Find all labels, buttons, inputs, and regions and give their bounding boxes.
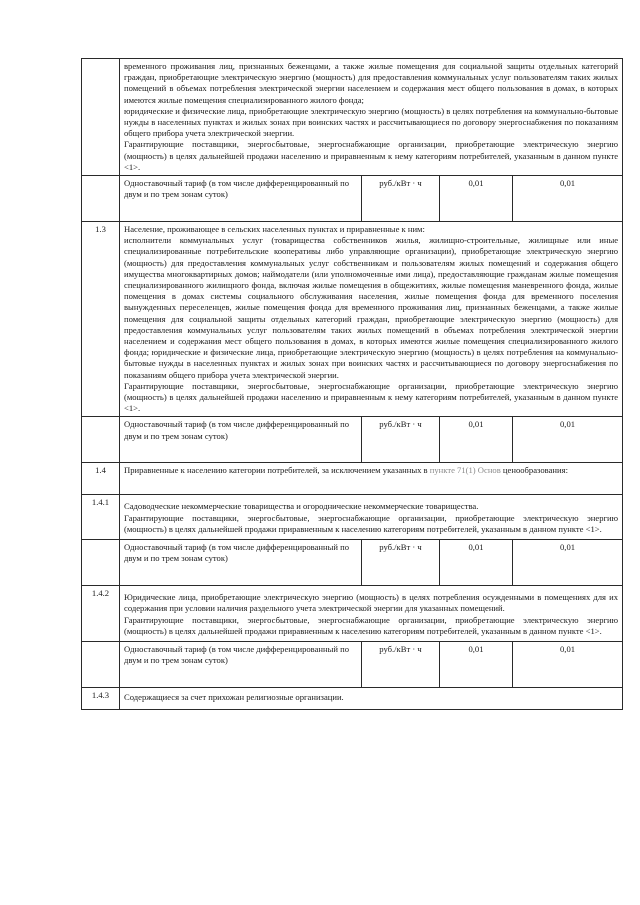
tariff-row: [82, 417, 623, 463]
row-text-tail: ценообразования:: [500, 465, 568, 476]
unit-cell: руб./кВт · ч: [362, 176, 440, 222]
row-number-cell: 1.4.2: [82, 586, 120, 642]
table-row: [82, 59, 623, 176]
table-row: [82, 687, 623, 709]
value-cell-1: 0,01: [440, 540, 513, 586]
tariff-label: Одноставочный тариф (в том числе дифференцированный по двум и по трем зонам суток): [120, 176, 362, 222]
paragraph: Гарантирующие поставщики, энергосбытовые, энергоснабжающие организации, приобретающие электрическую энергию (мощность) в целях дальнейшей продажи приравненным к населению категориям потребителей, указанным в данном пункте <1>.: [124, 512, 619, 534]
value-cell-2: 0,01: [513, 540, 623, 586]
paragraph: Юридические лица, приобретающие электрическую энергию (мощность) в целях потребления осужденными в помещениях для их содержания при условии наличия раздельного учета электрической энергии для указанных помещений.: [124, 592, 619, 614]
tariff-row: [82, 540, 623, 586]
paragraph: Гарантирующие поставщики, энергосбытовые, энергоснабжающие организации, приобретающие электрическую энергию (мощность) в целях дальнейшей продажи приравненным к населению категориям потребителей, указанным в данном пункте <1>.: [124, 614, 619, 636]
value-cell-2: 0,01: [513, 176, 623, 222]
table-row: [82, 222, 623, 417]
unit-cell: руб./кВт · ч: [362, 641, 440, 687]
reference-link[interactable]: пункте 71(1) Основ: [429, 465, 501, 476]
row-number-cell: [82, 176, 120, 222]
tariff-label: Одноставочный тариф (в том числе дифференцированный по двум и по трем зонам суток): [120, 417, 362, 463]
table-row: [82, 495, 623, 540]
paragraph: исполнители коммунальных услуг (товарищества собственников жилья, жилищно-строительные, жилищные или иные специализированные потребительские кооперативы либо управляющие организации), приобретающие электрическую энергию (мощность) для предоставления коммунальных услуг собственникам и пользователям жилых помещений и содержания общего имущества многоквартирных домов; наймодатели (или уполномоченные ими лица), предоставляющие гражданам жилые помещения специализированного жилищного фонда, включая жилые помещения в общежитиях, жилые помещения маневренного фонда, жилые помещения в домах системы социального обслуживания населения, жилые помещения фонда для временного поселения вынужденных переселенцев, жилые помещения фонда для временного проживания лиц, признанных беженцами, а также жилые помещения для социальной защиты отдельных категорий граждан, приобретающие электрическую энергию (мощность) для предоставления коммунальных услуг пользователям таких жилых помещений в объемах потребления электрической энергии населением и содержания мест общего пользования в домах, в которых имеются жилые помещения специализированного жилого фонда; юридические и физические лица, приобретающие электрическую энергию (мощность) в целях потребления на коммунально-бытовые нужды в населенных пунктах и жилых зонах при воинских частях и рассчитывающиеся по договору энергоснабжения по показаниям общего прибора учета электрической энергии.: [124, 235, 619, 380]
unit-cell: руб./кВт · ч: [362, 540, 440, 586]
paragraph: Гарантирующие поставщики, энергосбытовые, энергоснабжающие организации, приобретающие электрическую энергию (мощность) в целях дальнейшей продажи населению и приравненным к нему категориям потребителей, указанным в данном пункте <1>.: [124, 139, 619, 172]
row-text-cell: [120, 222, 623, 417]
row-text-cell: [120, 463, 623, 495]
row-text-cell: [120, 59, 623, 176]
row-number-cell: [82, 417, 120, 463]
row-number-cell: [82, 540, 120, 586]
paragraph: Гарантирующие поставщики, энергосбытовые, энергоснабжающие организации, приобретающие электрическую энергию (мощность) в целях дальнейшей продажи населению и приравненным к нему категориям потребителей, указанным в данном пункте <1>.: [124, 380, 619, 414]
value-cell-1: 0,01: [440, 417, 513, 463]
tariff-label: Одноставочный тариф (в том числе дифференцированный по двум и по трем зонам суток): [120, 641, 362, 687]
row-number-cell: [82, 59, 120, 176]
paragraph: временного проживания лиц, признанных беженцами, а также жилые помещения для социальной защиты отдельных категорий граждан, приобретающие электрическую энергию (мощность) для предоставления коммунальных услуг пользователям таких жилых помещений в объемах потребления электрической энергии населением и содержания мест общего пользования в домах, в которых имеются жилые помещения специализированного жилого фонда;: [124, 61, 619, 105]
row-text-cell: Содержащиеся за счет прихожан религиозные организации.: [120, 687, 623, 709]
row-text-cell: [120, 495, 623, 540]
tariff-row: [82, 176, 623, 222]
row-number-cell: [82, 641, 120, 687]
row-number-cell: 1.4.1: [82, 495, 120, 540]
tariff-row: [82, 641, 623, 687]
row-number-cell: 1.4: [82, 463, 120, 495]
value-cell-2: 0,01: [513, 641, 623, 687]
tariff-label: Одноставочный тариф (в том числе дифференцированный по двум и по трем зонам суток): [120, 540, 362, 586]
value-cell-1: 0,01: [440, 176, 513, 222]
table-row: [82, 586, 623, 642]
row-number-cell: 1.4.3: [82, 687, 120, 709]
paragraph: Садоводческие некоммерческие товарищества и огороднические некоммерческие товарищества.: [124, 501, 479, 512]
row-text-cell: [120, 586, 623, 642]
row-text: Приравненные к населению категории потребителей, за исключением указанных в: [124, 465, 430, 476]
paragraph: юридические и физические лица, приобретающие электрическую энергию (мощность) в целях потребления на коммунально-бытовые нужды в населенных пунктах и жилых зонах при воинских частях и рассчитывающиеся по договору энергоснабжения по показаниям общего прибора учета электрической энергии.: [124, 105, 619, 139]
unit-cell: руб./кВт · ч: [362, 417, 440, 463]
table-row: [82, 463, 623, 495]
tariff-table: [81, 58, 623, 710]
value-cell-2: 0,01: [513, 417, 623, 463]
paragraph: Население, проживающее в сельских населенных пунктах и приравненные к ним:: [124, 224, 425, 235]
row-number-cell: 1.3: [82, 222, 120, 417]
value-cell-1: 0,01: [440, 641, 513, 687]
